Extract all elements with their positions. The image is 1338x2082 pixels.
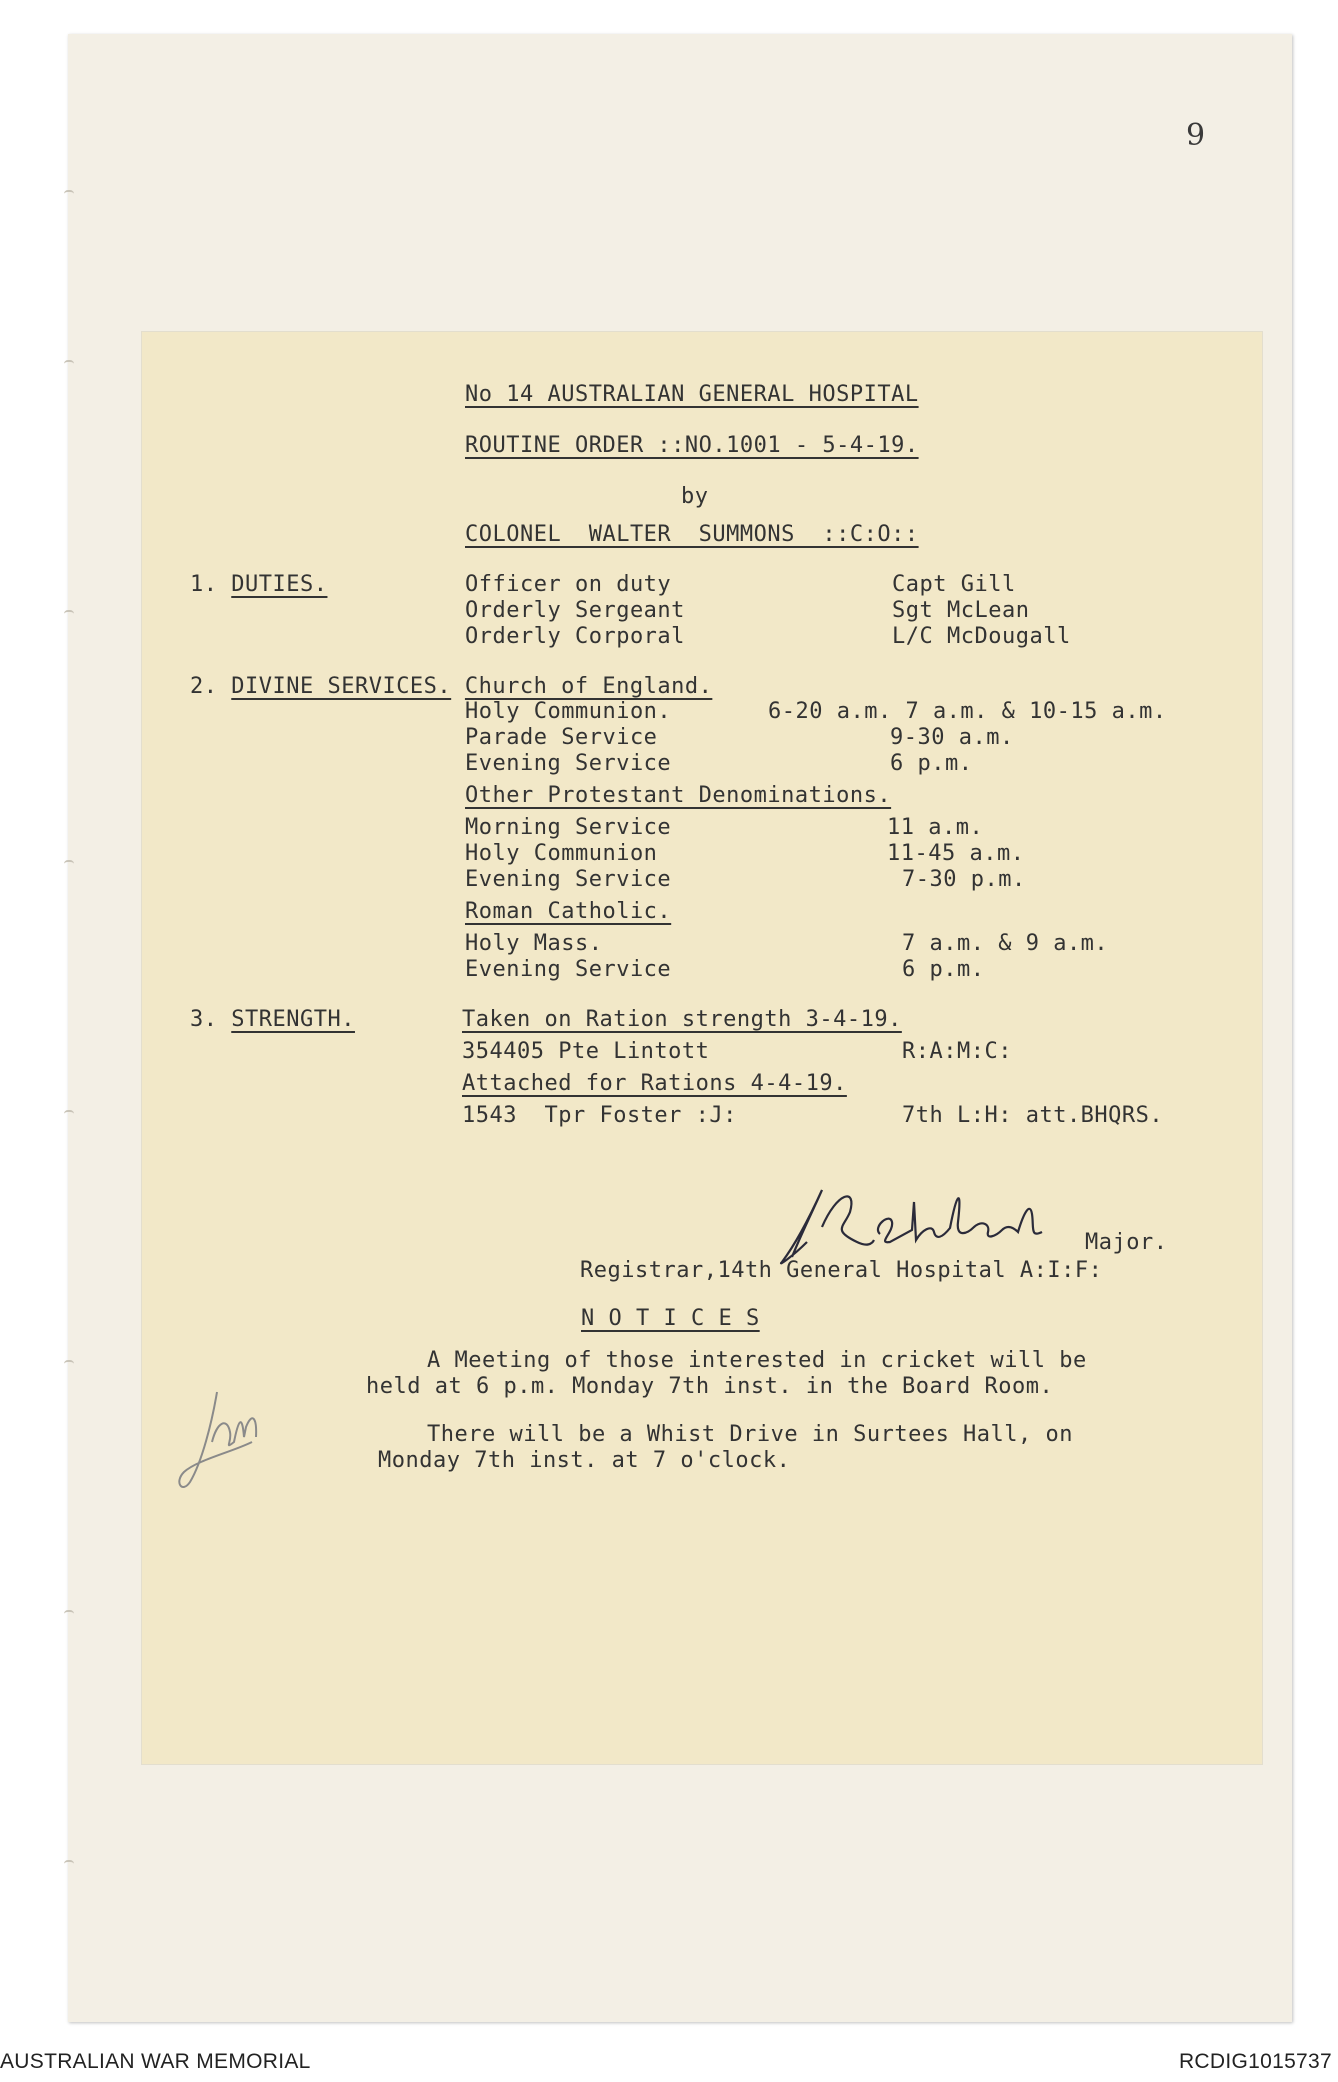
notice-text: There will be a Whist Drive in Surtees Hall, on <box>427 1422 1074 1447</box>
binding-holes <box>64 180 76 2080</box>
colonel-line: COLONEL WALTER SUMMONS ::C:O:: <box>465 522 919 547</box>
duty-role: Orderly Sergeant <box>465 598 685 623</box>
service-name: Holy Mass. <box>465 931 603 956</box>
strength-unit: 7th L:H: att.BHQRS. <box>902 1103 1164 1128</box>
notice-text: A Meeting of those interested in cricket will be <box>427 1348 1087 1373</box>
service-time: 11 a.m. <box>887 815 984 840</box>
notice-text: held at 6 p.m. Monday 7th inst. in the Board Room. <box>366 1374 1054 1399</box>
service-name: Holy Communion. <box>465 699 672 724</box>
notices-heading: N O T I C E S <box>581 1306 760 1331</box>
duty-role: Orderly Corporal <box>465 624 685 649</box>
service-time: 11-45 a.m. <box>887 841 1025 866</box>
footer-left: AUSTRALIAN WAR MEMORIAL <box>0 2050 311 2073</box>
service-name: Evening Service <box>465 957 672 982</box>
duties-label: 1. DUTIES. <box>190 572 328 597</box>
duty-name: L/C McDougall <box>892 624 1071 649</box>
service-time: 9-30 a.m. <box>890 725 1014 750</box>
strength-label: 3. STRENGTH. <box>190 1007 355 1032</box>
signatory-rank: Major. <box>1085 1230 1168 1255</box>
attached-heading: Attached for Rations 4-4-19. <box>462 1071 847 1096</box>
duty-role: Officer on duty <box>465 572 672 597</box>
roman-catholic-heading: Roman Catholic. <box>465 899 672 924</box>
divine-services-label: 2. DIVINE SERVICES. Church of England. <box>190 674 713 699</box>
page-number: 9 <box>1186 118 1206 153</box>
routine-order-sheet <box>142 332 1262 1764</box>
service-name: Evening Service <box>465 867 672 892</box>
service-time: 7 a.m. & 9 a.m. <box>902 931 1109 956</box>
by-line: by <box>681 484 709 509</box>
notice-text: Monday 7th inst. at 7 o'clock. <box>378 1448 791 1473</box>
signatory-title: Registrar,14th General Hospital A:I:F: <box>580 1258 1103 1283</box>
footer-right: RCDIG1015737 <box>1178 2050 1332 2073</box>
service-name: Evening Service <box>465 751 672 776</box>
service-time: 7-30 p.m. <box>902 867 1026 892</box>
duties-label-text: DUTIES. <box>231 572 328 597</box>
duty-name: Sgt McLean <box>892 598 1030 623</box>
service-name: Parade Service <box>465 725 658 750</box>
strength-who: 354405 Pte Lintott <box>462 1039 710 1064</box>
routine-order-title: ROUTINE ORDER ::NO.1001 - 5-4-19. <box>465 433 919 458</box>
strength-who: 1543 Tpr Foster :J: <box>462 1103 737 1128</box>
pencil-initials <box>172 1382 272 1502</box>
duty-name: Capt Gill <box>892 572 1016 597</box>
other-protestant-heading: Other Protestant Denominations. <box>465 783 892 808</box>
hospital-title: No 14 AUSTRALIAN GENERAL HOSPITAL <box>465 382 919 407</box>
service-time: 6 p.m. <box>890 751 973 776</box>
service-name: Morning Service <box>465 815 672 840</box>
taken-on-heading: Taken on Ration strength 3-4-19. <box>462 1007 902 1032</box>
service-name: Holy Communion <box>465 841 658 866</box>
service-time: 6 p.m. <box>902 957 985 982</box>
service-time: 6-20 a.m. 7 a.m. & 10-15 a.m. <box>768 699 1167 724</box>
strength-unit: R:A:M:C: <box>902 1039 1012 1064</box>
church-of-england-heading: Church of England. <box>464 674 713 699</box>
